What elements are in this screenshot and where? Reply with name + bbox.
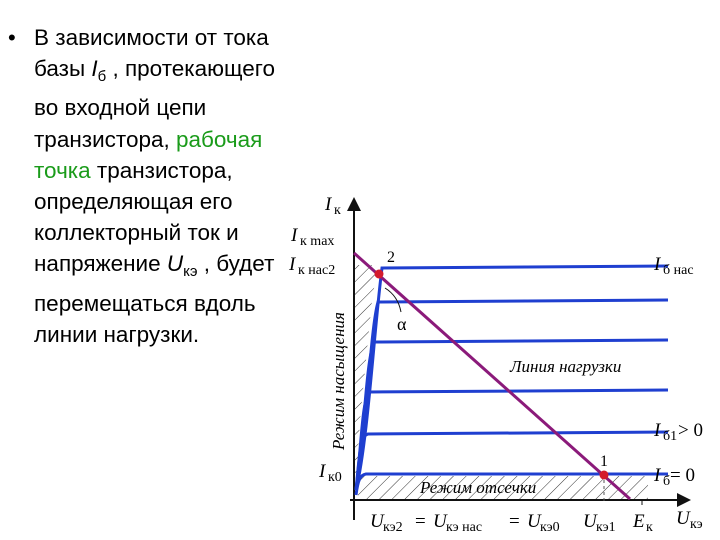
- operating-point-1: [600, 471, 609, 480]
- ib0-symbol: I: [654, 465, 661, 486]
- bullet-marker: •: [8, 25, 16, 50]
- point-1-label: 1: [600, 453, 608, 470]
- ic-sat2-subscript: к нас2: [298, 263, 336, 278]
- operating-point-highlight: рабочая точка: [34, 126, 263, 183]
- uce2-subscript: кэ2: [383, 520, 403, 535]
- ic0-symbol: I: [319, 461, 326, 482]
- ib1-symbol: I: [654, 420, 661, 441]
- x-axis-subscript: кэ: [690, 517, 703, 532]
- voltage-symbol: U: [166, 251, 184, 277]
- angle-label: α: [397, 314, 407, 334]
- cutoff-mode-label: Режим отсечки: [420, 478, 537, 497]
- ib-sat-subscript: б нас: [663, 263, 694, 278]
- uce0-subscript: кэ0: [540, 520, 560, 535]
- text-part-4: , будет перемещаться вдоль линии нагрузки.: [34, 251, 275, 347]
- x-axis-symbol: U: [676, 508, 690, 529]
- ib1-condition: > 0: [678, 420, 703, 441]
- ib1-subscript: б1: [663, 429, 678, 444]
- ic-max-symbol: I: [291, 225, 298, 246]
- equals-2: =: [509, 511, 520, 532]
- text-part-1: В зависимости от тока базы: [34, 25, 269, 82]
- y-axis-symbol: I: [325, 194, 332, 215]
- uce-sat-symbol: U: [433, 511, 447, 532]
- ib0-condition: = 0: [670, 465, 695, 486]
- base-current-subscript: б: [97, 68, 107, 86]
- uce1-subscript: кэ1: [596, 520, 616, 535]
- voltage-subscript: кэ: [183, 263, 198, 281]
- equals-1: =: [415, 511, 426, 532]
- uce0-symbol: U: [527, 511, 541, 532]
- load-line: [354, 253, 630, 499]
- y-axis-subscript: к: [334, 203, 341, 218]
- ic-max-subscript: к max: [300, 234, 335, 249]
- ic0-subscript: к0: [328, 470, 342, 485]
- load-line-label: Линия нагрузки: [510, 357, 622, 376]
- ib0-subscript: б: [663, 474, 671, 489]
- uce1-symbol: U: [583, 511, 597, 532]
- uce-sat-subscript: кэ нас: [446, 520, 483, 535]
- point-2-label: 2: [387, 249, 395, 266]
- operating-point-2: [375, 270, 384, 279]
- ek-subscript: к: [646, 520, 653, 535]
- text-part-3: транзистора, определяющая его коллекторный ток и напряжение: [34, 157, 239, 277]
- ic-sat2-symbol: I: [289, 254, 296, 275]
- base-current-symbol: I: [91, 56, 98, 82]
- saturation-mode-label: Режим насыщения: [329, 312, 348, 450]
- ek-symbol: E: [633, 511, 645, 532]
- uce2-symbol: U: [370, 511, 384, 532]
- ib-sat-symbol: I: [654, 254, 661, 275]
- text-part-2: , протекающего во входной цепи транзистора,: [34, 56, 275, 152]
